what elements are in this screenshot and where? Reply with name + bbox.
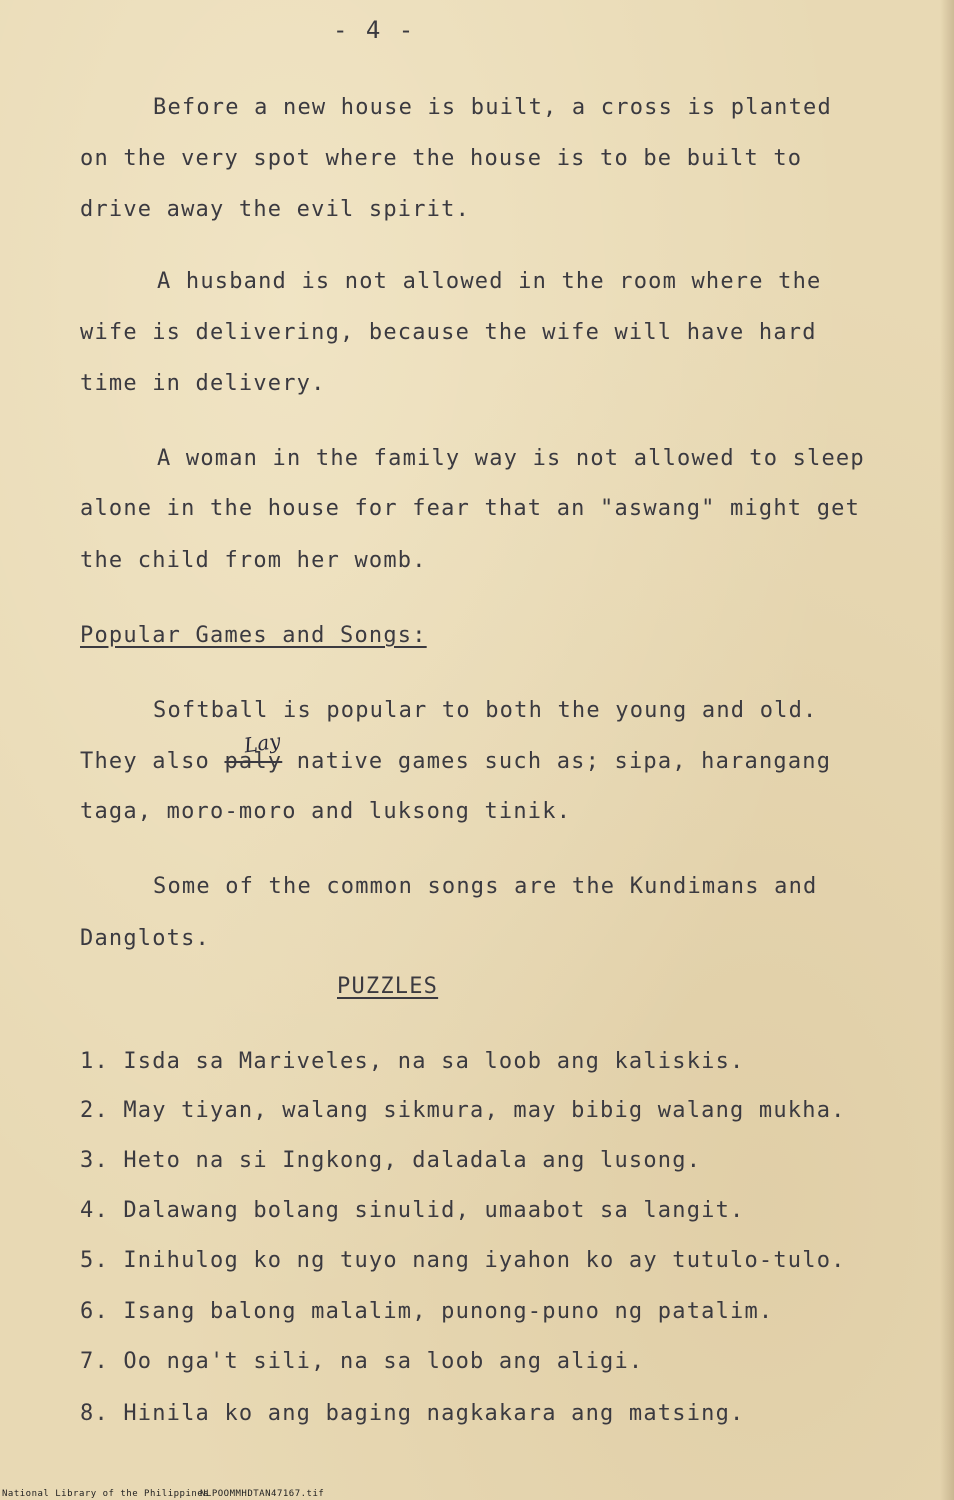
games-line-3: taga, moro-moro and luksong tinik. — [80, 799, 572, 824]
games-line-2 — [80, 749, 831, 774]
puzzle-item: 3. Heto na si Ingkong, daladala ang lusong. — [80, 1148, 702, 1173]
paragraph-1-line-3: drive away the evil spirit. — [80, 197, 471, 222]
games-line-1: Softball is popular to both the young and old. — [153, 698, 818, 723]
puzzle-item: 8. Hinila ko ang baging nagkakara ang matsing. — [80, 1401, 745, 1426]
games-line-2-prefix: They also — [80, 749, 211, 774]
page-number: - 4 - — [333, 16, 416, 44]
puzzle-item: 5. Inihulog ko ng tuyo nang iyahon ko ay tutulo-tulo. — [80, 1248, 846, 1273]
puzzle-item: 7. Oo nga't sili, na sa loob ang aligi. — [80, 1349, 644, 1374]
paragraph-3-line-1: A woman in the family way is not allowed to sleep — [157, 446, 865, 471]
paragraph-3-line-3: the child from her womb. — [80, 548, 427, 573]
handwritten-correction: Lay — [242, 728, 283, 758]
puzzle-item: 1. Isda sa Mariveles, na sa loob ang kaliskis. — [80, 1049, 745, 1074]
games-line-2-suffix: native games such as; sipa, harangang — [296, 749, 832, 774]
puzzle-item: 2. May tiyan, walang sikmura, may bibig walang mukha. — [80, 1098, 846, 1123]
section-heading-games-songs: Popular Games and Songs: — [80, 623, 427, 648]
puzzle-item: 6. Isang balong malalim, punong-puno ng patalim. — [80, 1299, 774, 1324]
paragraph-2-line-3: time in delivery. — [80, 371, 326, 396]
struck-word: paly — [224, 749, 283, 774]
puzzle-item: 4. Dalawang bolang sinulid, umaabot sa langit. — [80, 1198, 745, 1223]
paragraph-3-line-2: alone in the house for fear that an "aswang" might get — [80, 496, 861, 521]
songs-line-1: Some of the common songs are the Kundimans and — [153, 874, 818, 899]
paragraph-2-line-1: A husband is not allowed in the room where the — [157, 269, 822, 294]
footer-source: National Library of the Philippines — [2, 1489, 210, 1499]
paragraph-1-line-1: Before a new house is built, a cross is planted — [153, 95, 832, 120]
paragraph-1-line-2: on the very spot where the house is to be built to — [80, 146, 803, 171]
paragraph-2-line-2: wife is delivering, because the wife will have hard — [80, 320, 817, 345]
songs-line-2: Danglots. — [80, 926, 211, 951]
page-edge-shadow — [940, 0, 954, 1500]
puzzles-heading: PUZZLES — [337, 974, 439, 999]
footer-filename: NLPOOMMHDTAN47167.tif — [200, 1489, 325, 1499]
